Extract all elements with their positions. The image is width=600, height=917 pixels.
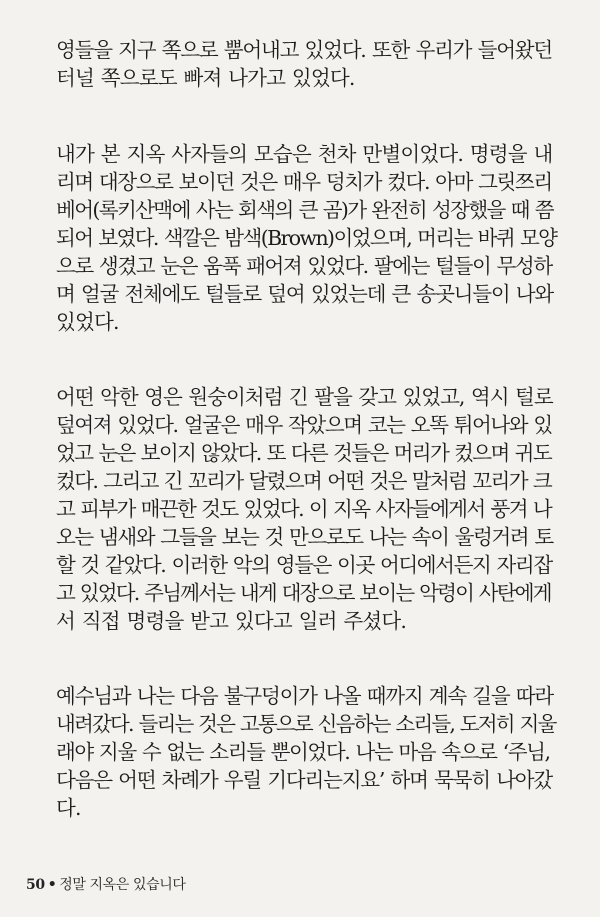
text-line: 되어 보였다. 색깔은 밤색(Brown)이었으며, 머리는 바퀴 모양 [56, 226, 557, 250]
text-line: 다. [56, 796, 81, 820]
text-line: 영들을 지구 쪽으로 뿜어내고 있었다. 또한 우리가 들어왔던 [56, 38, 553, 62]
text-line: 었고 눈은 보이지 않았다. 또 다른 것들은 머리가 컸으며 귀도 [56, 441, 552, 465]
page-footer [26, 875, 185, 895]
text-line: 고 피부가 매끈한 것도 있었다. 이 지옥 사자들에게서 풍겨 나 [56, 497, 552, 521]
paragraph-1 [56, 36, 556, 92]
footer-bullet: • [47, 877, 57, 893]
text-line: 다음은 어떤 차례가 우릴 기다리는지요’ 하며 묵묵히 나아갔 [56, 768, 553, 792]
text-line: 덮여져 있었다. 얼굴은 매우 작았으며 코는 오똑 튀어나와 있 [56, 413, 552, 437]
text-line: 터널 쪽으로도 빠져 나가고 있었다. [56, 66, 355, 90]
text-line: 베어(록키산맥에 사는 회색의 큰 곰)가 완전히 성장했을 때 쯤 [56, 198, 553, 222]
paragraph-3 [56, 383, 556, 635]
text-line: 있었다. [56, 310, 119, 334]
text-line: 내가 본 지옥 사자들의 모습은 천차 만별이었다. 명령을 내 [56, 142, 553, 166]
text-line: 컸다. 그리고 긴 꼬리가 달렸으며 어떤 것은 말처럼 꼬리가 크 [56, 469, 552, 493]
text-line: 예수님과 나는 다음 불구덩이가 나올 때까지 계속 길을 따라 [56, 684, 554, 708]
text-line: 며 얼굴 전체에도 털들로 덮여 있었는데 큰 송곳니들이 나와 [56, 282, 554, 306]
text-line: 으로 생겼고 눈은 움푹 패어져 있었다. 팔에는 털들이 무성하 [56, 254, 552, 278]
book-title: 정말 지옥은 있습니다 [59, 877, 186, 893]
text-line: 서 직접 명령을 받고 있다고 일러 주셨다. [56, 609, 407, 633]
text-line: 리며 대장으로 보이던 것은 매우 덩치가 컸다. 아마 그릿쯔리 [56, 170, 552, 194]
text-line: 고 있었다. 주님께서는 내게 대장으로 보이는 악령이 사탄에게 [56, 581, 551, 605]
page-number: 50 [26, 877, 45, 893]
text-line: 내려갔다. 들리는 것은 고통으로 신음하는 소리들, 도저히 지울 [56, 712, 556, 736]
paragraph-4 [56, 682, 556, 822]
text-line: 래야 지울 수 없는 소리들 뿐이었다. 나는 마음 속으로 ‘주님, [56, 740, 550, 764]
text-line: 할 것 같았다. 이러한 악의 영들은 이곳 어디에서든지 자리잡 [56, 553, 552, 577]
paragraph-2 [56, 140, 556, 336]
text-line: 오는 냄새와 그들을 보는 것 만으로도 나는 속이 울렁거려 토 [56, 525, 553, 549]
text-line: 어떤 악한 영은 원숭이처럼 긴 팔을 갖고 있었고, 역시 털로 [56, 385, 553, 409]
